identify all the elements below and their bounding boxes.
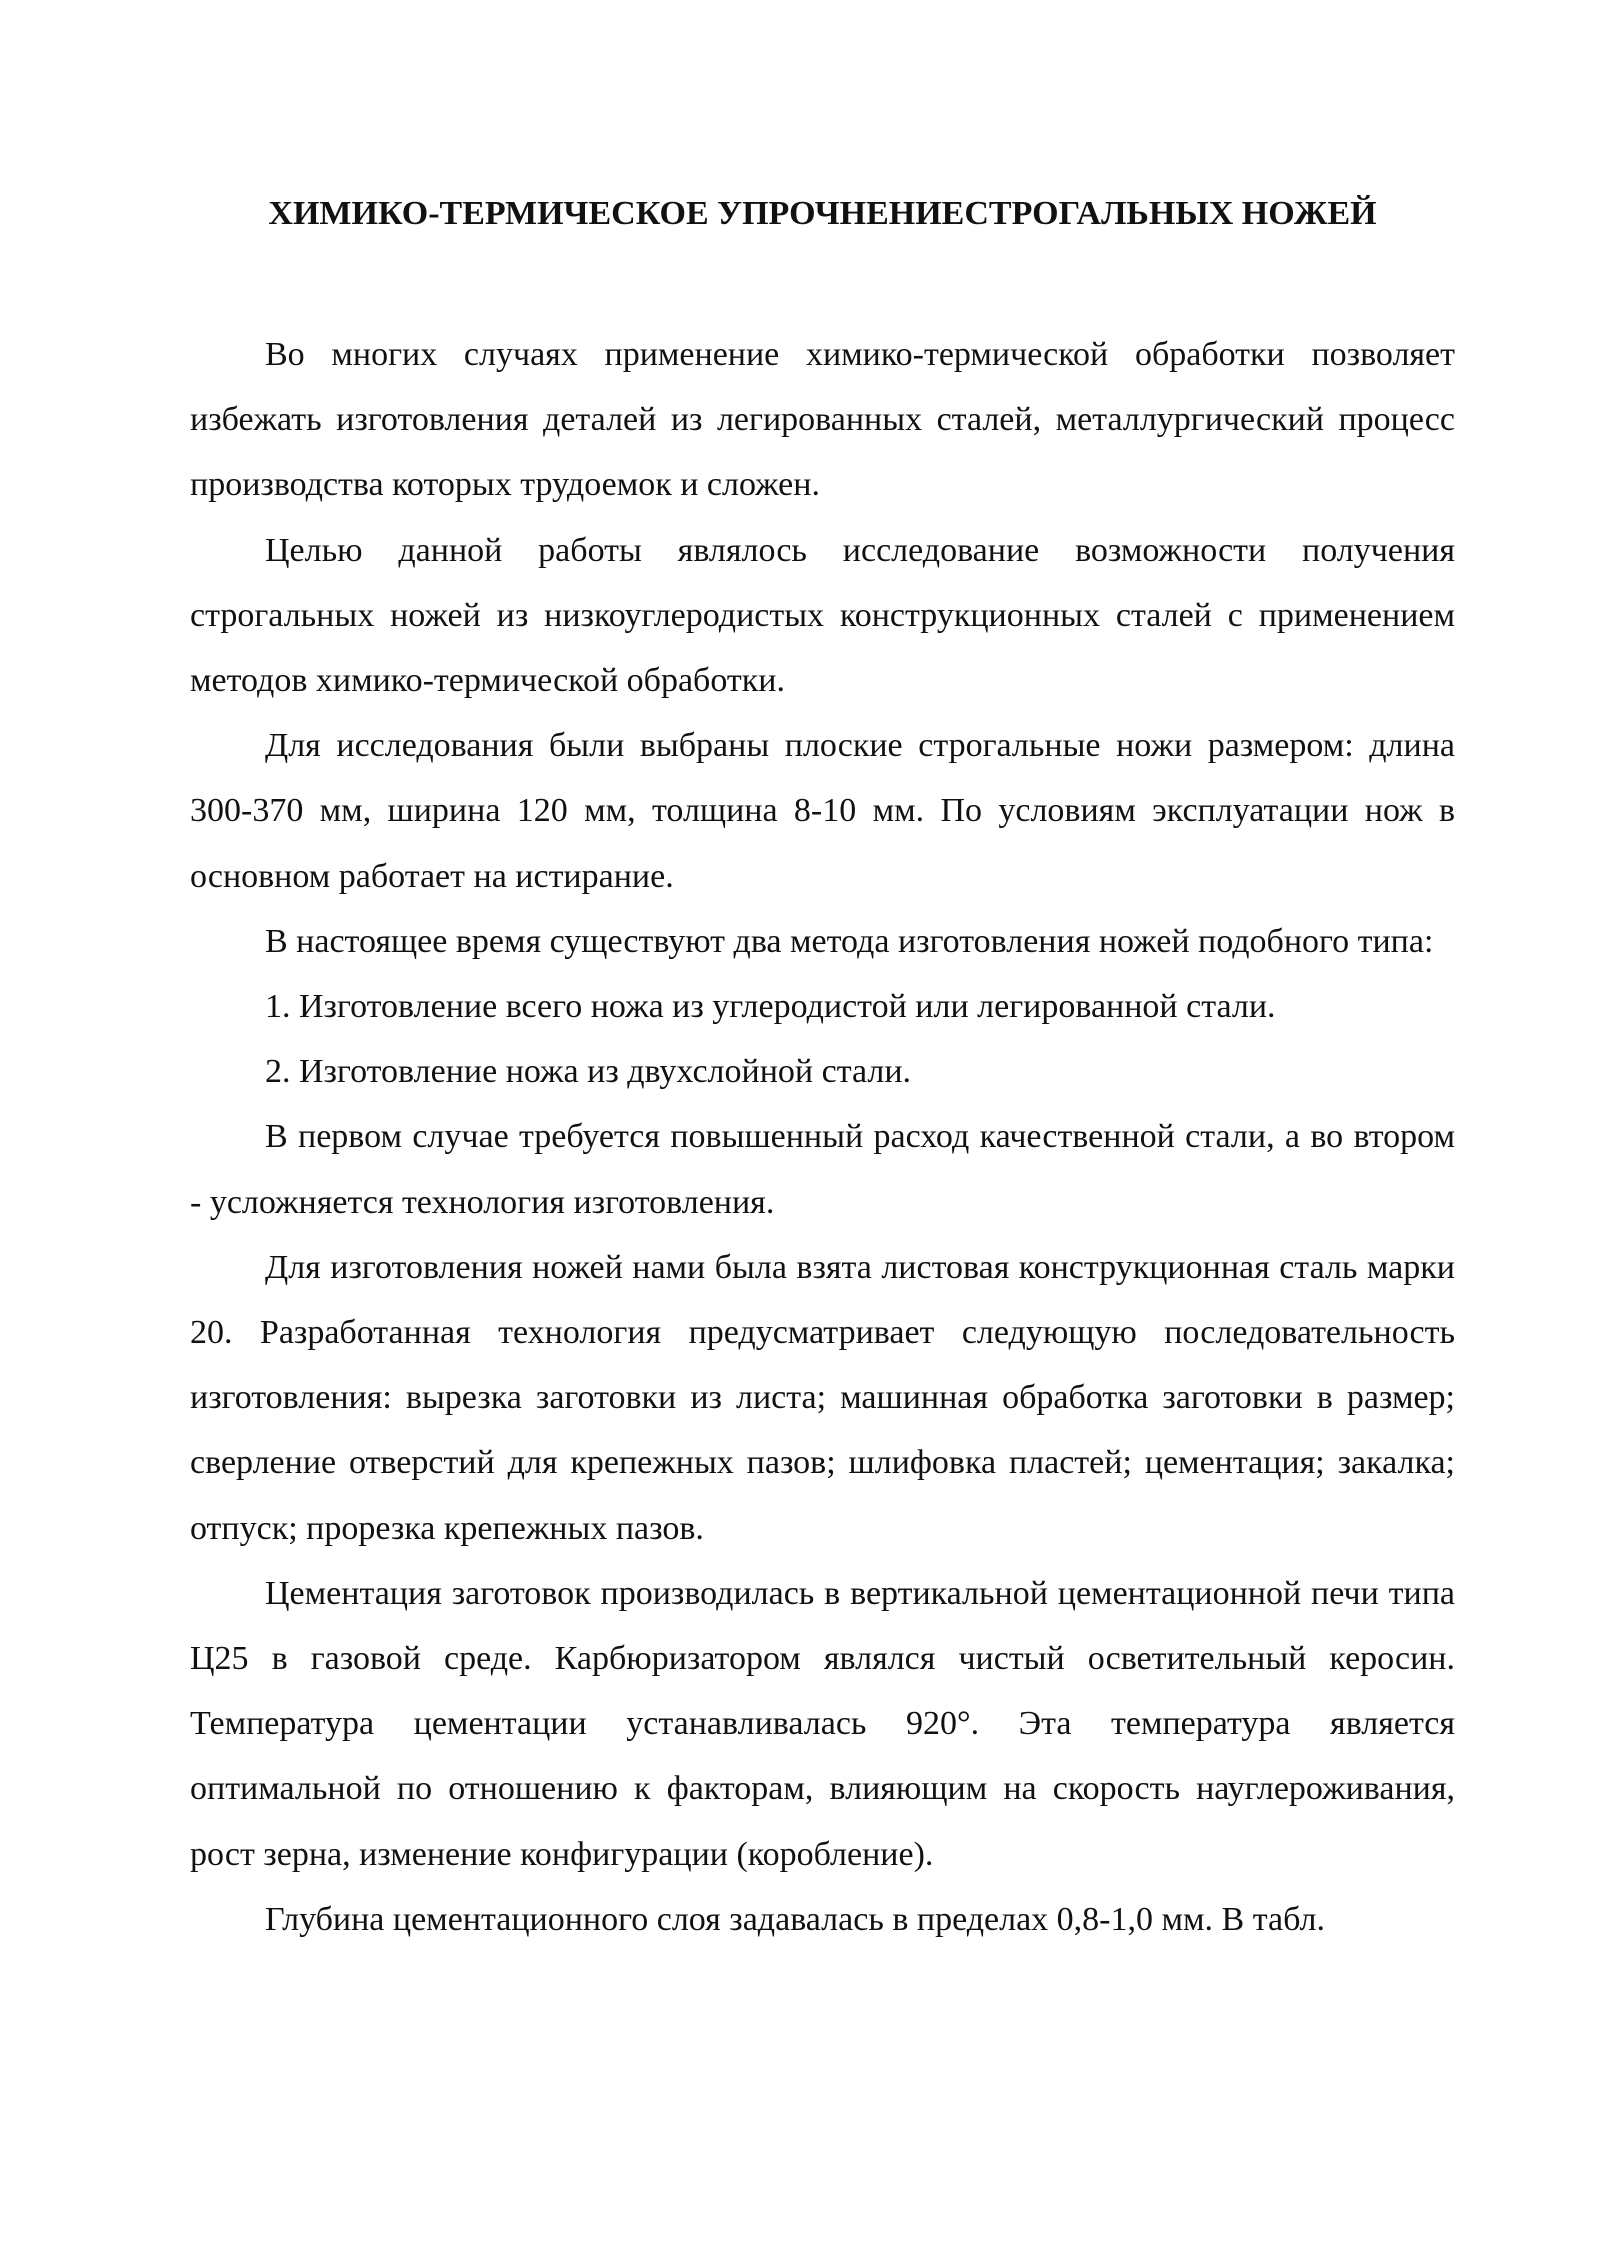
paragraph-technology: Для изготовления ножей нами была взята листовая конструкционная сталь марки 20. Разработанная технология предусматривает следующую последовательность изготовления: вырезка заготовки из листа; машинная обработка заготовки в размер; сверление отверстий для крепежных пазов; шлифовка пластей; цементация; закалка; отпуск; прорезка крепежных пазов. — [190, 1248, 1455, 1547]
paragraph-goal: Целью данной работы являлось исследование возможности получения строгальных ножей из низкоуглеродистых конструкционных сталей с применением методов химико-термической обработки. — [190, 531, 1455, 700]
paragraph-method-drawbacks: В первом случае требуется повышенный расход качественной стали, а во втором - усложняется технология изготовления. — [190, 1118, 1455, 1221]
paragraph-knife-dimensions: Для исследования были выбраны плоские строгальные ножи размером: длина 300-370 мм, ширина 120 мм, толщина 8-10 мм. По условиям эксплуатации нож в основном работает на истирание. — [190, 727, 1455, 895]
document-body — [190, 322, 1455, 1952]
paragraph-intro: Во многих случаях применение химико-термической обработки позволяет избежать изготовления деталей из легированных сталей, металлургический процесс производства которых трудоемок и сложен. — [190, 336, 1455, 504]
paragraph-layer-depth: Глубина цементационного слоя задавалась в пределах 0,8-1,0 мм. В табл. — [265, 1900, 1325, 1938]
paragraph-methods-intro: В настоящее время существуют два метода изготовления ножей подобного типа: — [265, 922, 1434, 960]
paragraph-cementation: Цементация заготовок производилась в вертикальной цементационной печи типа Ц25 в газовой среде. Карбюризатором являлся чистый осветительный керосин. Температура цементации устанавливалась 920°. Эта температура является оптимальной по отношению к факторам, влияющим на скорость науглероживания, рост зерна, изменение конфигурации (коробление). — [190, 1574, 1455, 1873]
list-item-method-2: 2. Изготовление ножа из двухслойной стали. — [265, 1053, 912, 1091]
page-title: ХИМИКО-ТЕРМИЧЕСКОЕ УПРОЧНЕНИЕСТРОГАЛЬНЫХ НОЖЕЙ — [268, 195, 1377, 232]
list-item-method-1: 1. Изготовление всего ножа из углеродистой или легированной стали. — [265, 988, 1276, 1026]
